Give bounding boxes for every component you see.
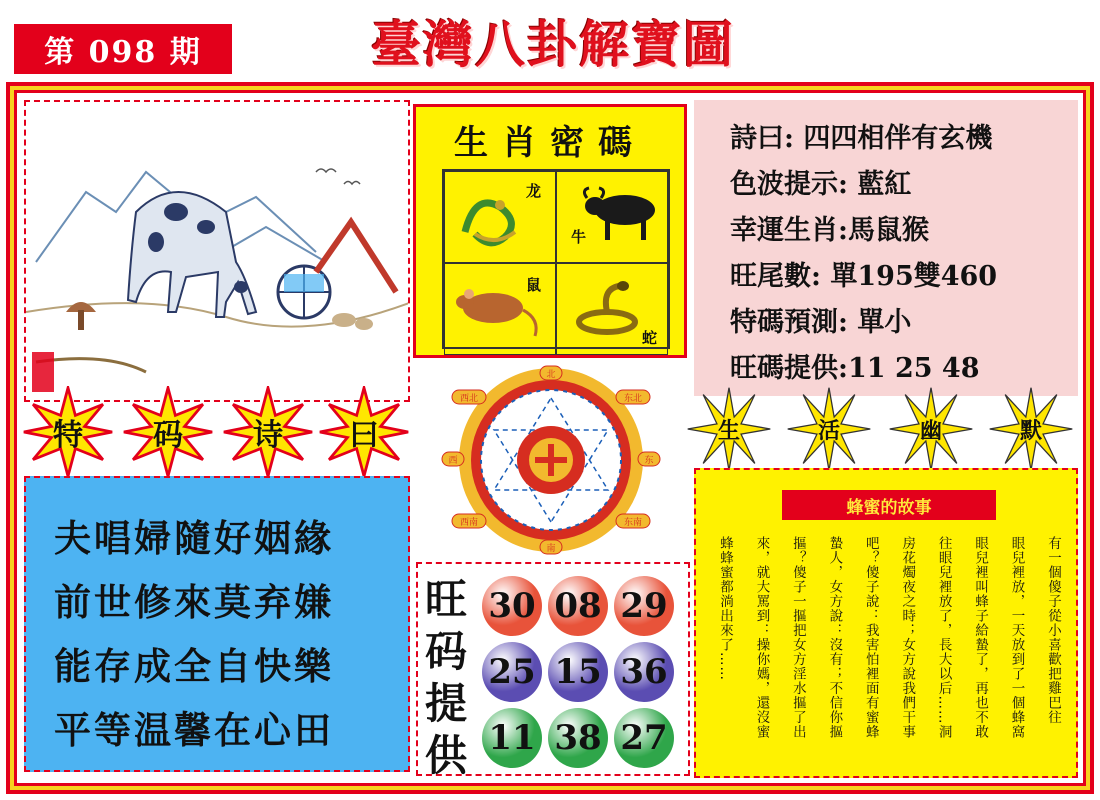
zodiac-cell-ox xyxy=(556,171,668,263)
number-ball: 15 xyxy=(548,642,608,702)
zodiac-label: 鼠 xyxy=(525,276,541,294)
lucky-numbers-line: 旺碼提供:11 25 48 xyxy=(730,353,980,384)
star-badge xyxy=(122,386,214,478)
riddle-picture xyxy=(24,100,410,402)
star-label: 曰 xyxy=(349,418,379,453)
info-panel xyxy=(694,100,1078,396)
number-ball: 29 xyxy=(614,576,674,636)
star-label: 幽 xyxy=(919,417,942,444)
star-badge xyxy=(222,386,314,478)
story-column: 蜂蜂蜜都淌出來了…… xyxy=(717,536,733,681)
svg-text:北: 北 xyxy=(546,370,556,380)
star-badge xyxy=(888,386,974,472)
poem-line: 夫唱婦隨好姻緣 xyxy=(54,516,334,560)
star-label: 诗 xyxy=(253,418,283,453)
number-ball: 11 xyxy=(482,708,542,768)
story-column: 吧？傻子說：我害怕裡面有蜜蜂 xyxy=(862,536,879,739)
svg-text:东: 东 xyxy=(644,456,654,466)
star-badge xyxy=(686,386,772,472)
numbers-label: 旺 码 提 供 xyxy=(424,575,467,780)
number-ball: 27 xyxy=(614,708,674,768)
dog-icon xyxy=(128,192,256,317)
star-label: 活 xyxy=(817,417,840,444)
star-badge xyxy=(22,386,114,478)
poem-line: 能存成全自快樂 xyxy=(54,644,334,688)
tail-numbers: 旺尾數: 單195雙460 xyxy=(730,261,998,292)
color-hint: 色波提示: 藍紅 xyxy=(730,169,912,200)
star-label: 特 xyxy=(53,418,83,453)
svg-text:东北: 东北 xyxy=(623,394,643,404)
number-ball: 30 xyxy=(482,576,542,636)
star-badge xyxy=(318,386,410,478)
number-ball: 36 xyxy=(614,642,674,702)
ball-icon xyxy=(278,266,330,318)
poem-panel xyxy=(24,476,410,772)
story-title: 蜂蜜的故事 xyxy=(782,490,996,520)
svg-text:西南: 西南 xyxy=(459,518,479,528)
number-ball: 08 xyxy=(548,576,608,636)
bagua-wheel xyxy=(440,362,662,558)
story-column: 有一個傻子從小喜歡把雞巴往 xyxy=(1044,536,1061,725)
zodiac-code-box xyxy=(413,104,687,358)
issue-number: 第 098 期 xyxy=(14,24,232,74)
zodiac-label: 牛 xyxy=(571,228,587,246)
star-label: 生 xyxy=(717,417,740,444)
story-column: 摳？傻子一摳把女方淫水摳了出 xyxy=(789,536,806,739)
zodiac-cell-rat xyxy=(444,263,556,355)
number-ball: 25 xyxy=(482,642,542,702)
zodiac-label: 龙 xyxy=(525,182,541,200)
lucky-zodiac: 幸運生肖:馬鼠猴 xyxy=(730,215,929,246)
story-column: 往眼兒裡放了，長大以后……洞 xyxy=(935,536,952,739)
story-column: 眼兒裡放，一天放到了一個蜂窩 xyxy=(1008,536,1025,739)
svg-text:西: 西 xyxy=(448,456,458,466)
poem-line: 平等温馨在心田 xyxy=(54,708,334,752)
zodiac-grid xyxy=(442,169,670,349)
story-panel xyxy=(694,468,1078,778)
zodiac-cell-dragon xyxy=(444,171,556,263)
number-ball: 38 xyxy=(548,708,608,768)
poem-hint: 詩曰: 四四相伴有玄機 xyxy=(730,123,993,154)
svg-text:南: 南 xyxy=(546,544,556,554)
star-badge xyxy=(988,386,1074,472)
svg-text:东南: 东南 xyxy=(623,518,643,528)
lucky-numbers-box xyxy=(416,562,690,780)
story-column: 眼兒裡叫蜂子給蟄了，再也不敢 xyxy=(972,536,989,739)
zodiac-cell-snake xyxy=(556,263,668,355)
zodiac-label: 蛇 xyxy=(641,329,657,347)
svg-text:西北: 西北 xyxy=(459,394,479,404)
poem-line: 前世修來莫弃嫌 xyxy=(54,580,334,624)
star-label: 默 xyxy=(1019,417,1042,444)
story-column: 蟄人，女方說：沒有；不信你摳 xyxy=(826,536,843,739)
page-title: 臺灣八卦解寶圖 xyxy=(371,15,735,74)
zodiac-title: 生肖密碼 xyxy=(454,123,646,163)
star-label: 码 xyxy=(153,418,183,453)
star-badge xyxy=(786,386,872,472)
story-column: 來，就大罵到：操你媽，還沒蜜 xyxy=(753,536,770,739)
story-column: 房花燭夜之時；女方說我們干事 xyxy=(899,536,916,739)
special-prediction: 特碼預測: 單小 xyxy=(730,307,912,338)
story-text xyxy=(716,536,1062,768)
